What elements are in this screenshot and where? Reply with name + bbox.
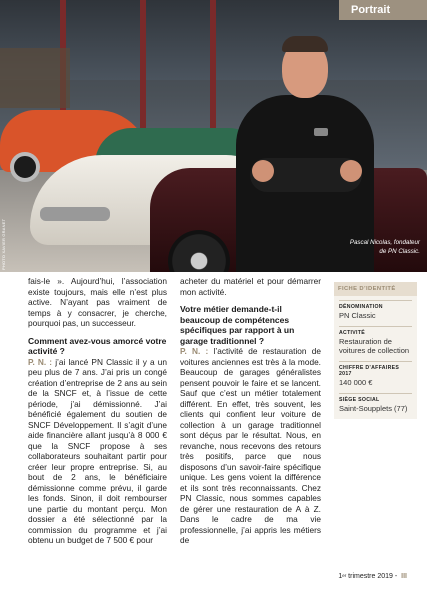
id-card-sidebar [334,282,417,419]
sidebar-item: DÉNOMINATION PN Classic [334,296,417,322]
sidebar-title: FICHE D’IDENTITÉ [334,282,417,296]
photo-caption: Pascal Nicolas, fondateur de PN Classic. [349,239,420,255]
section-label: Portrait [339,0,427,20]
shirt-logo-icon [314,128,328,136]
speaker-initials: P. N. : [180,346,209,356]
portrait-photo [0,0,427,272]
page-number: III [401,573,407,580]
sidebar-item: ACTIVITÉ Restauration de voitures de collection [334,322,417,357]
paragraph: P. N. : j’ai lancé PN Classic il y a un peu plus de 7 ans. J’ai pris un congé création d’entreprise de 2 ans au sein de la SNCF et, à l’issue de cette période, j’ai démissionné. J’ai bénéficié également du soutien de SNCF Développement. Il s’agit d’une aide financière allant jusqu’à 8 000 € que la SNCF propose à ses collaborateurs souhaitant partir pour créer leur propre entreprise. Si, au bout de 2 ans, le bénéficiaire démissionne comme prévu, il garde les fonds. Sinon, il doit rembourser une partie du montant perçu. Mon dossier a été sélectionné par la commission du programme et j’ai obtenu un budget de 7 500 € pour [28,356,167,545]
text-column-2 [180,276,321,553]
photo-credit: PHOTO XAVIER GRANET [1,218,6,270]
paragraph: fais-le ». Aujourd’hui, l’association existe toujours, mais elle n’est plus active. N’ayant pas vraiment de temps à y consacrer, je cherche, pourquoi pas, un successeur. [28,276,167,328]
speaker-initials: P. N. : [28,356,53,367]
paragraph: P. N. : l’activité de restauration de voitures anciennes est très à la mode. Beaucoup de garages généralistes pensent pouvoir le faire et se lancent. Sauf que c’est un métier totalement différent. En effet, très souvent, les clients qui confient leur voiture de collection à un garage traditionnel sont déçus par le résultat. Nous, en revanche, nous recevons des retours très positifs, parce que nous disposons d’un savoir-faire spécifique unique. Les gens voient la différence et ils sont très reconnaissants. Chez PN Classic, nous sommes capables de gérer une restauration de A à Z. Dans le cadre de ma vie professionnelle, j’ai appris les métiers de [180,346,321,545]
question-heading: Comment avez-vous amorcé votre activité ? [28,335,167,356]
text-column-1 [28,276,167,553]
page-footer: 1er trimestre 2019 - III [338,573,407,580]
question-heading: Votre métier demande-t-il beaucoup de compétences spécifiques par rapport à un garage traditionnel ? [180,304,295,346]
paragraph: acheter du matériel et pour démarrer mon activité. [180,276,321,297]
sidebar-item: CHIFFRE D’AFFAIRES 2017 140 000 € [334,357,417,389]
sidebar-item: SIÈGE SOCIAL Saint-Soupplets (77) [334,389,417,415]
